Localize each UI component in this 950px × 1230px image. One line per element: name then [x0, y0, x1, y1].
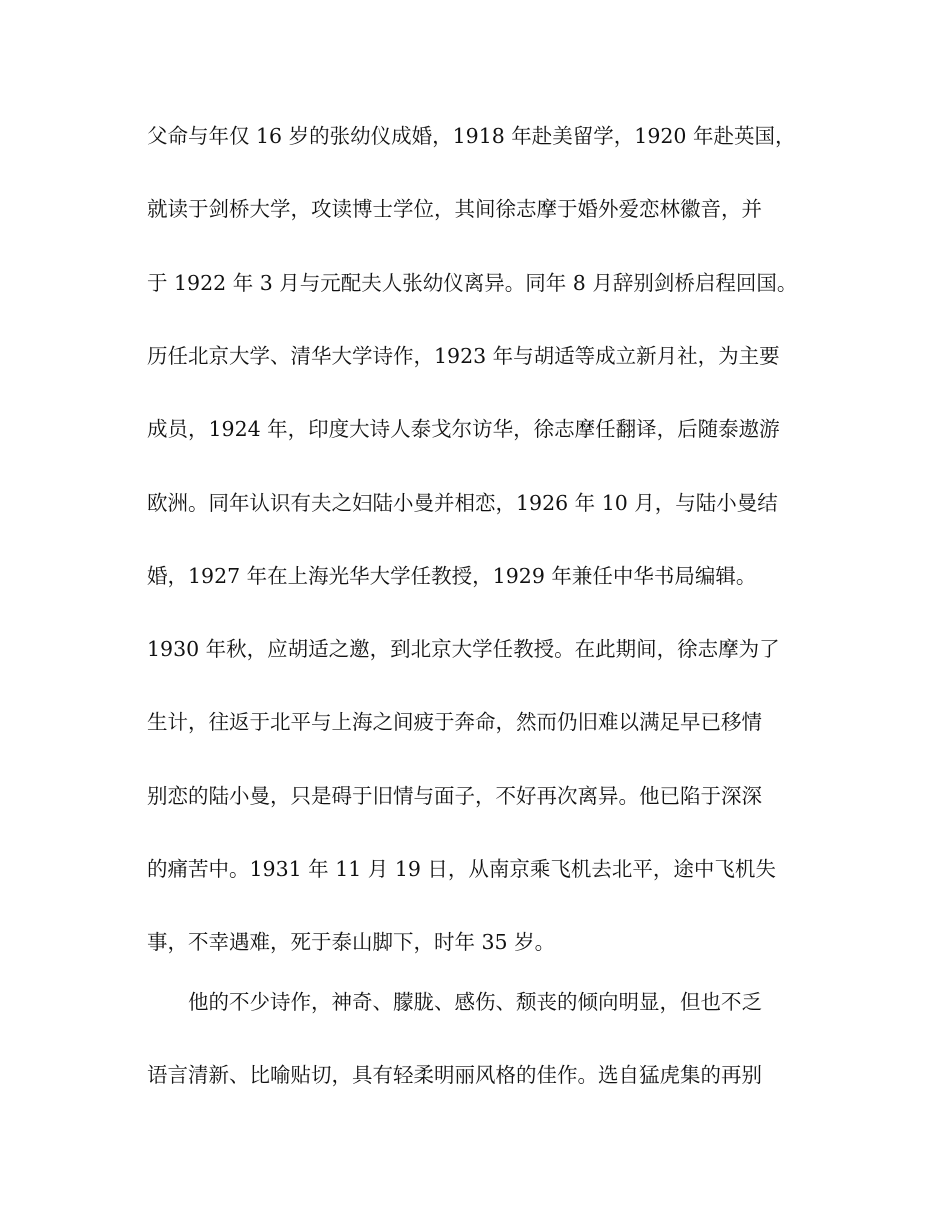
- text-line: 的痛苦中。1931 年 11 月 19 日，从南京乘飞机去北平，途中飞机失: [147, 857, 776, 881]
- text-line: 1930 年秋，应胡适之邀，到北京大学任教授。在此期间，徐志摩为了: [147, 637, 780, 662]
- text-line: 语言清新、比喻贴切，具有轻柔明丽风格的佳作。选自猛虎集的再别: [147, 1063, 762, 1088]
- text-line: 历任北京大学、清华大学诗作，1923 年与胡适等成立新月社，为主要: [147, 343, 780, 368]
- text-line: 成员，1924 年，印度大诗人泰戈尔访华，徐志摩任翻译，后随泰遨游: [147, 417, 780, 442]
- text-line: 父命与年仅 16 岁的张幼仪成婚，1918 年赴美留学，1920 年赴英国，: [147, 124, 796, 148]
- paragraph-first-line: 他的不少诗作，神奇、朦胧、感伤、颓丧的倾向明显，但也不乏: [188, 990, 762, 1014]
- text-line: 事，不幸遇难，死于泰山脚下，时年 35 岁。: [147, 930, 556, 955]
- text-line: 生计，往返于北平与上海之间疲于奔命，然而仍旧难以满足早已移情: [147, 710, 762, 735]
- text-line: 欧洲。同年认识有夫之妇陆小曼并相恋，1926 年 10 月，与陆小曼结: [147, 490, 778, 515]
- text-line: 别恋的陆小曼，只是碍于旧情与面子，不好再次离异。他已陷于深深: [147, 783, 762, 808]
- text-line: 婚，1927 年在上海光华大学任教授，1929 年兼任中华书局编辑。: [147, 563, 757, 588]
- text-line: 于 1922 年 3 月与元配夫人张幼仪离异。同年 8 月辞别剑桥启程回国。: [147, 270, 798, 295]
- text-line: 就读于剑桥大学，攻读博士学位，其间徐志摩于婚外爱恋林徽音，并: [147, 197, 762, 222]
